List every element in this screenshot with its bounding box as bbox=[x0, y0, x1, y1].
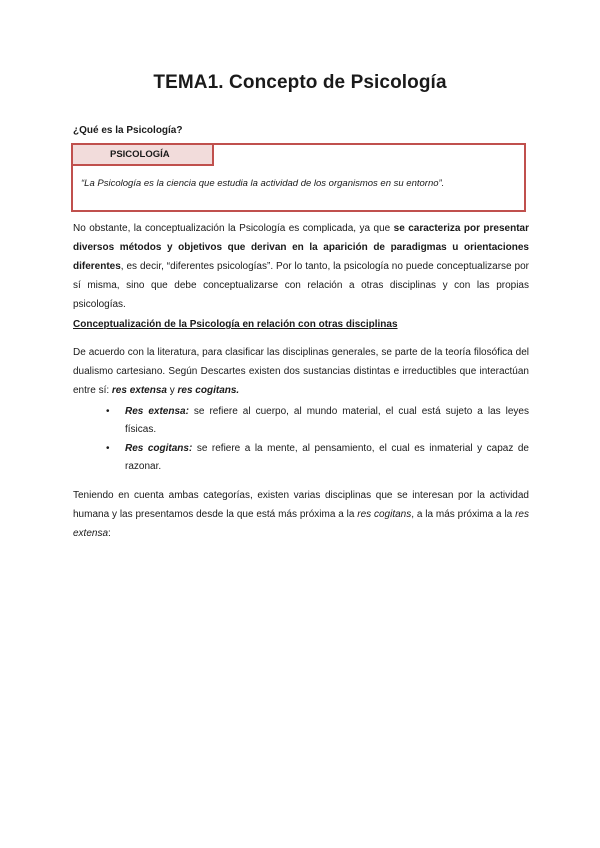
paragraph-intro-text-a: No obstante, la conceptualización la Psicología es complicada, ya que bbox=[73, 223, 394, 234]
paragraph-dualism-text-a: De acuerdo con la literatura, para clasificar las disciplinas generales, se parte de la teoría filosófica del dualismo cartesiano. Según Descartes existen dos sustancias distintas e irreductibles que interactúan entre sí: bbox=[73, 347, 529, 396]
term-res-extensa: res extensa bbox=[111, 385, 167, 396]
paragraph-categories bbox=[73, 486, 529, 543]
term-res-extensa-inline: res extensa bbox=[73, 509, 529, 539]
paragraph-categories-text-c: , a la más próxima a la bbox=[411, 509, 516, 520]
bullet-term: Res extensa: bbox=[125, 406, 189, 417]
paragraph-intro-bold: se caracteriza por presentar diversos métodos y objetivos que derivan en la aparición de paradigmas u orientaciones diferentes bbox=[73, 223, 530, 272]
paragraph-dualism-text-c: y bbox=[166, 385, 178, 396]
term-res-cogitans-inline: res cogitans bbox=[357, 509, 412, 520]
paragraph-intro bbox=[73, 219, 529, 314]
bullet-text: se refiere al cuerpo, al mundo material, el cual está sujeto a las leyes físicas. bbox=[125, 406, 529, 435]
list-item bbox=[73, 440, 529, 476]
term-res-cogitans: res cogitans. bbox=[177, 385, 240, 396]
bullet-text: se refiere a la mente, al pensamiento, el cual es inmaterial y capaz de razonar. bbox=[125, 443, 529, 472]
bullet-term: Res cogitans: bbox=[125, 443, 193, 454]
paragraph-dualism bbox=[73, 343, 529, 400]
paragraph-intro-text-c: , es decir, “diferentes psicologías”. Por lo tanto, la psicología no puede conceptualizarse por sí misma, sino que debe conceptualizarse con relación a otras disciplinas y con las propias psicologías. bbox=[73, 261, 529, 310]
paragraph-categories-text-a: Teniendo en cuenta ambas categorías, existen varias disciplinas que se interesan por la actividad humana y las presentamos desde la que está más próxima a la bbox=[73, 490, 529, 520]
subheading: Conceptualización de la Psicología en relación con otras disciplinas bbox=[73, 319, 398, 330]
definition-box bbox=[71, 143, 526, 212]
bullet-icon: • bbox=[106, 406, 110, 417]
paragraph-categories-text-e: : bbox=[108, 528, 111, 539]
page-title: TEMA1. Concepto de Psicología bbox=[153, 72, 447, 93]
definition-tab: PSICOLOGÍA bbox=[71, 143, 214, 166]
list-item bbox=[73, 403, 529, 439]
bullet-icon: • bbox=[106, 443, 110, 454]
section-question: ¿Qué es la Psicología? bbox=[73, 125, 183, 136]
definition-quote: “La Psicología es la ciencia que estudia la actividad de los organismos en su entorno”. bbox=[81, 178, 445, 189]
bullet-list bbox=[73, 403, 529, 477]
